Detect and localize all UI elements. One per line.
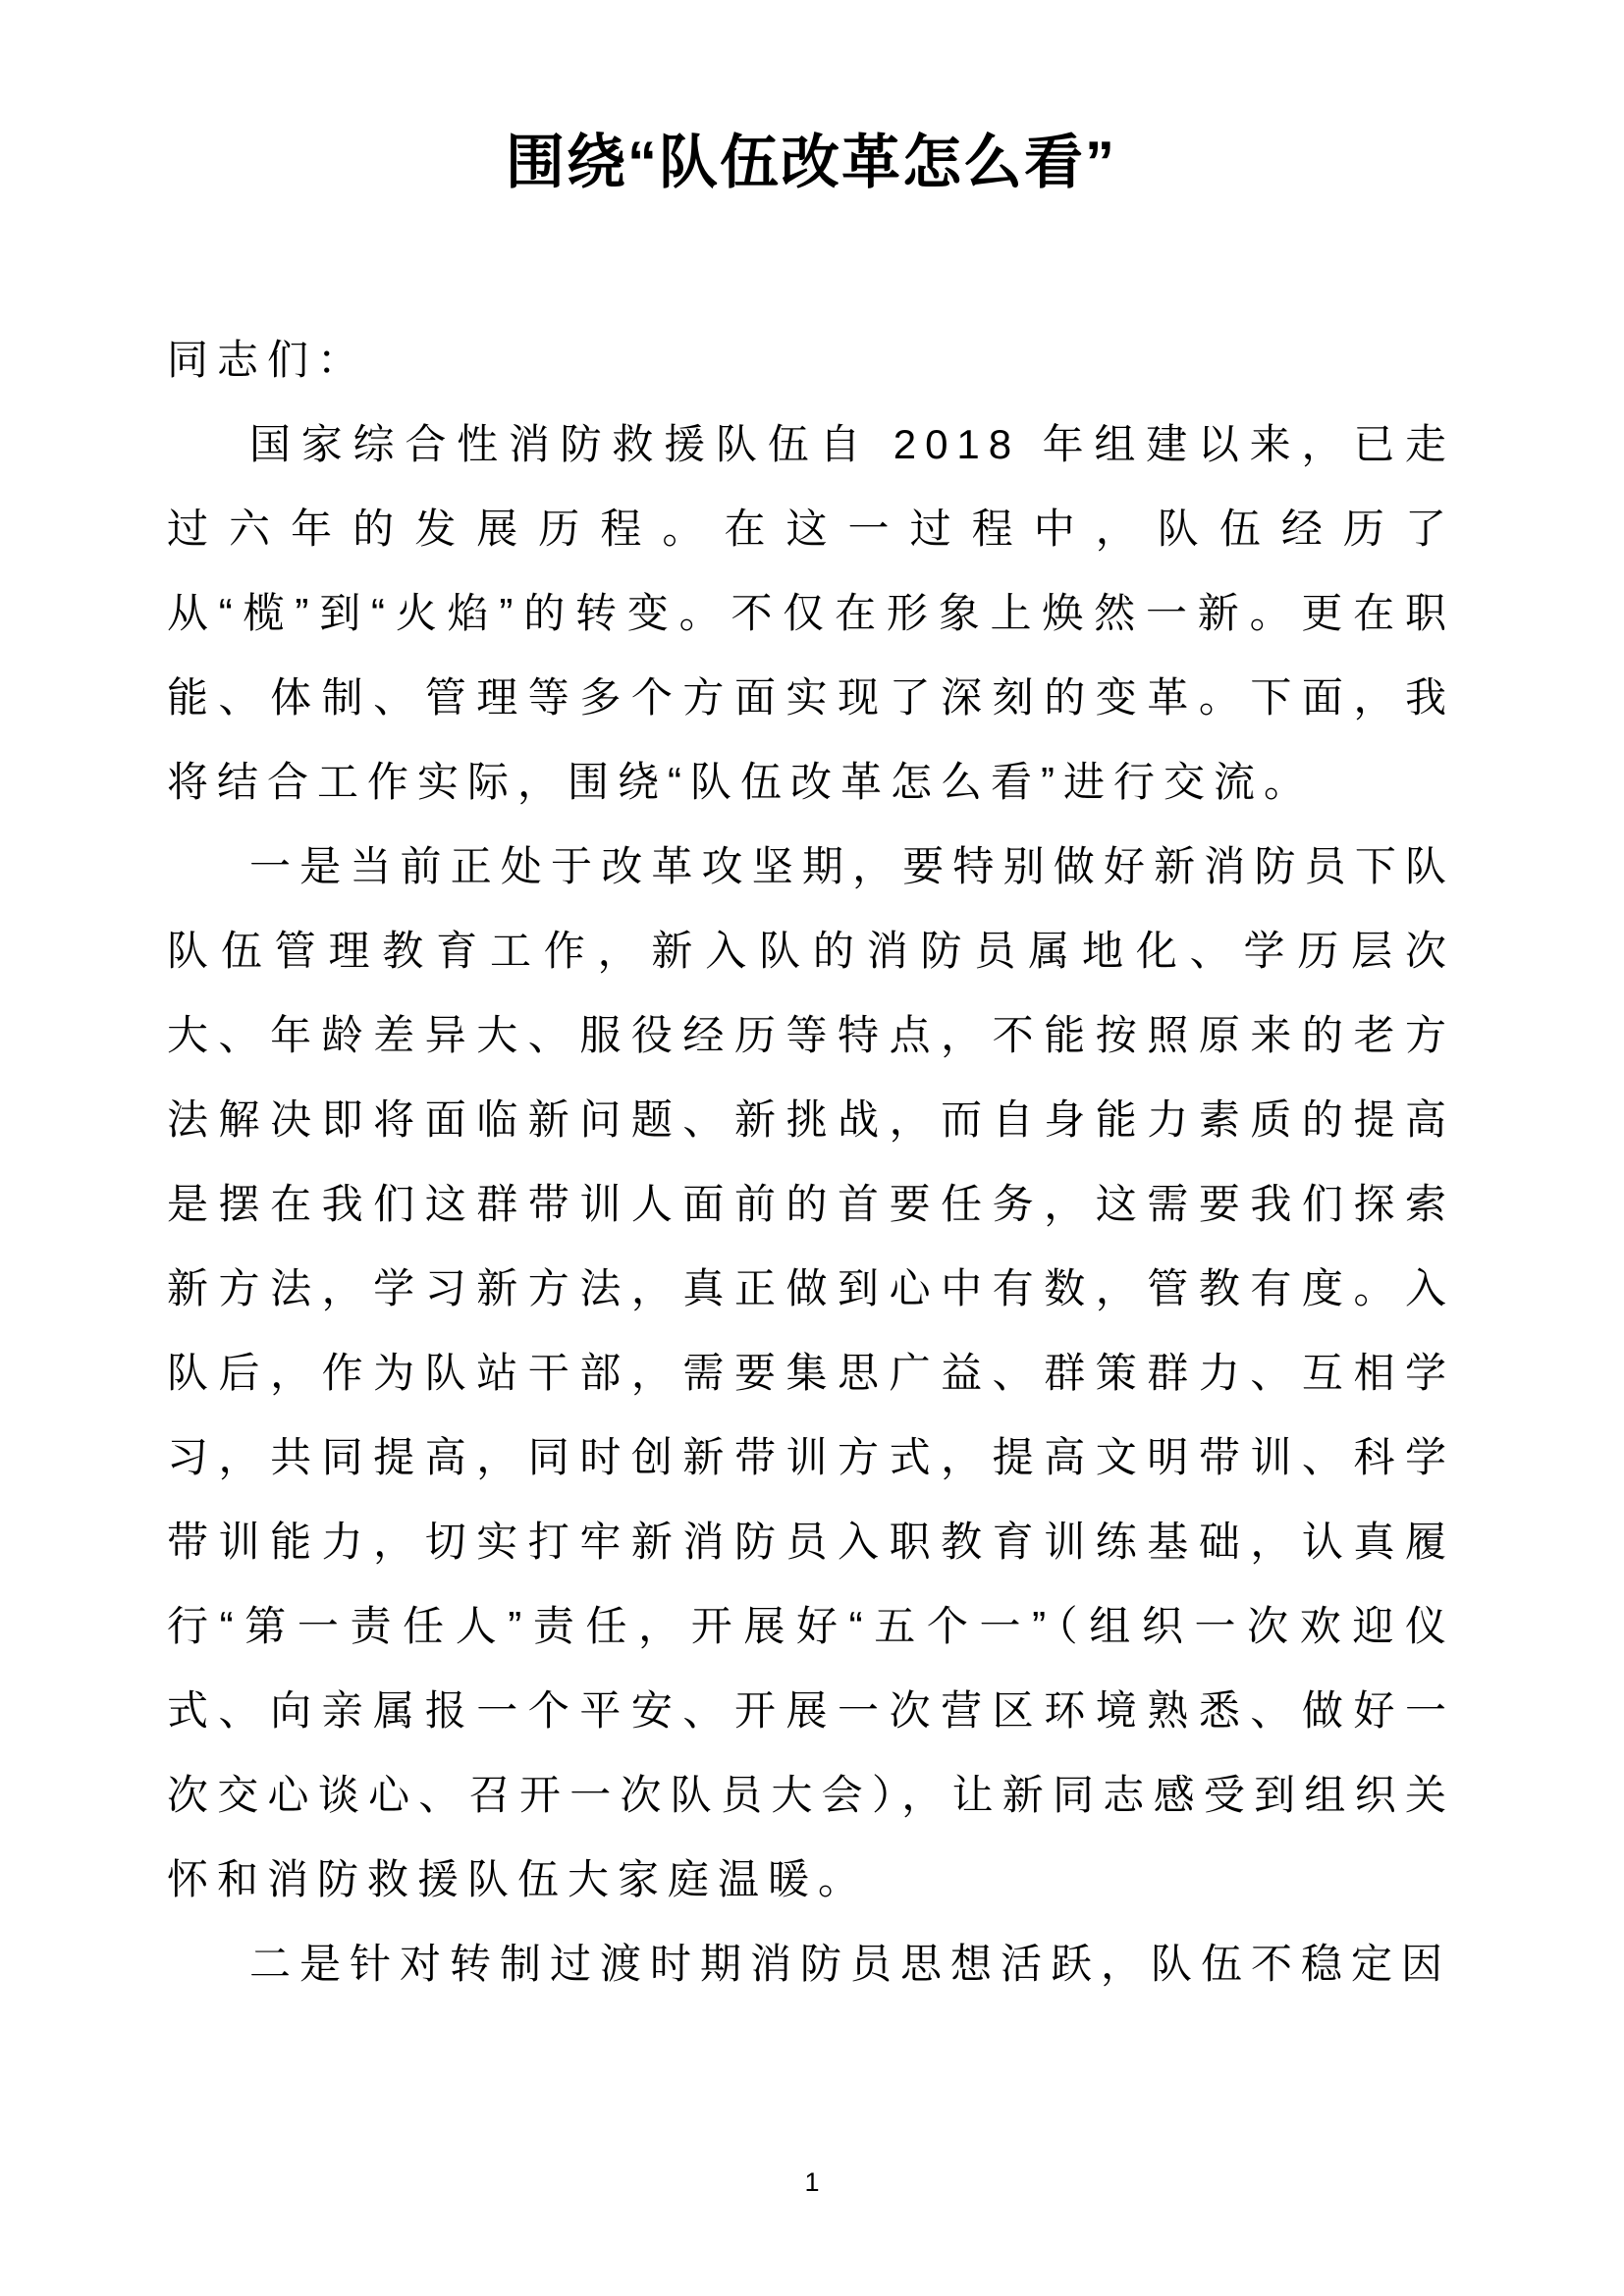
salutation: 同志们： [167, 337, 368, 383]
page-number: 1 [804, 2167, 820, 2197]
paragraph-intro: 国家综合性消防救援队伍自 2018 年组建以来，已走过六年的发展历程。在这一过程中，队伍经历了从“榄”到“火焰”的转变。不仅在形象上焕然一新。更在职能、体制、管理等多个方面实现了深刻的变革。下面，我将结合工作实际，围绕“队伍改革怎么看”进行交流。 [167, 421, 1455, 805]
paragraph-point-two: 二是针对转制过渡时期消防员思想活跃，队伍不稳定因 [249, 1941, 1452, 1987]
paragraph-point-one: 一是当前正处于改革攻坚期，要特别做好新消防员下队队伍管理教育工作，新入队的消防员属地化、学历层次大、年龄差异大、服役经历等特点，不能按照原来的老方法解决即将面临新问题、新挑战，而自身能力素质的提高是摆在我们这群带训人面前的首要任务，这需要我们探索新方法，学习新方法，真正做到心中有数，管教有度。入队后，作为队站干部，需要集思广益、群策群力、互相学习，共同提高，同时创新带训方式，提高文明带训、科学带训能力，切实打牢新消防员入职教育训练基础，认真履行“第一责任人”责任，开展好“五个一”（组织一次欢迎仪式、向亲属报一个平安、开展一次营区环境熟悉、做好一次交心谈心、召开一次队员大会），让新同志感受到组织关怀和消防救援队伍大家庭温暖。 [167, 843, 1455, 1902]
document-title: 围绕“队伍改革怎么看” [506, 130, 1116, 195]
document-content [167, 128, 1455, 2006]
